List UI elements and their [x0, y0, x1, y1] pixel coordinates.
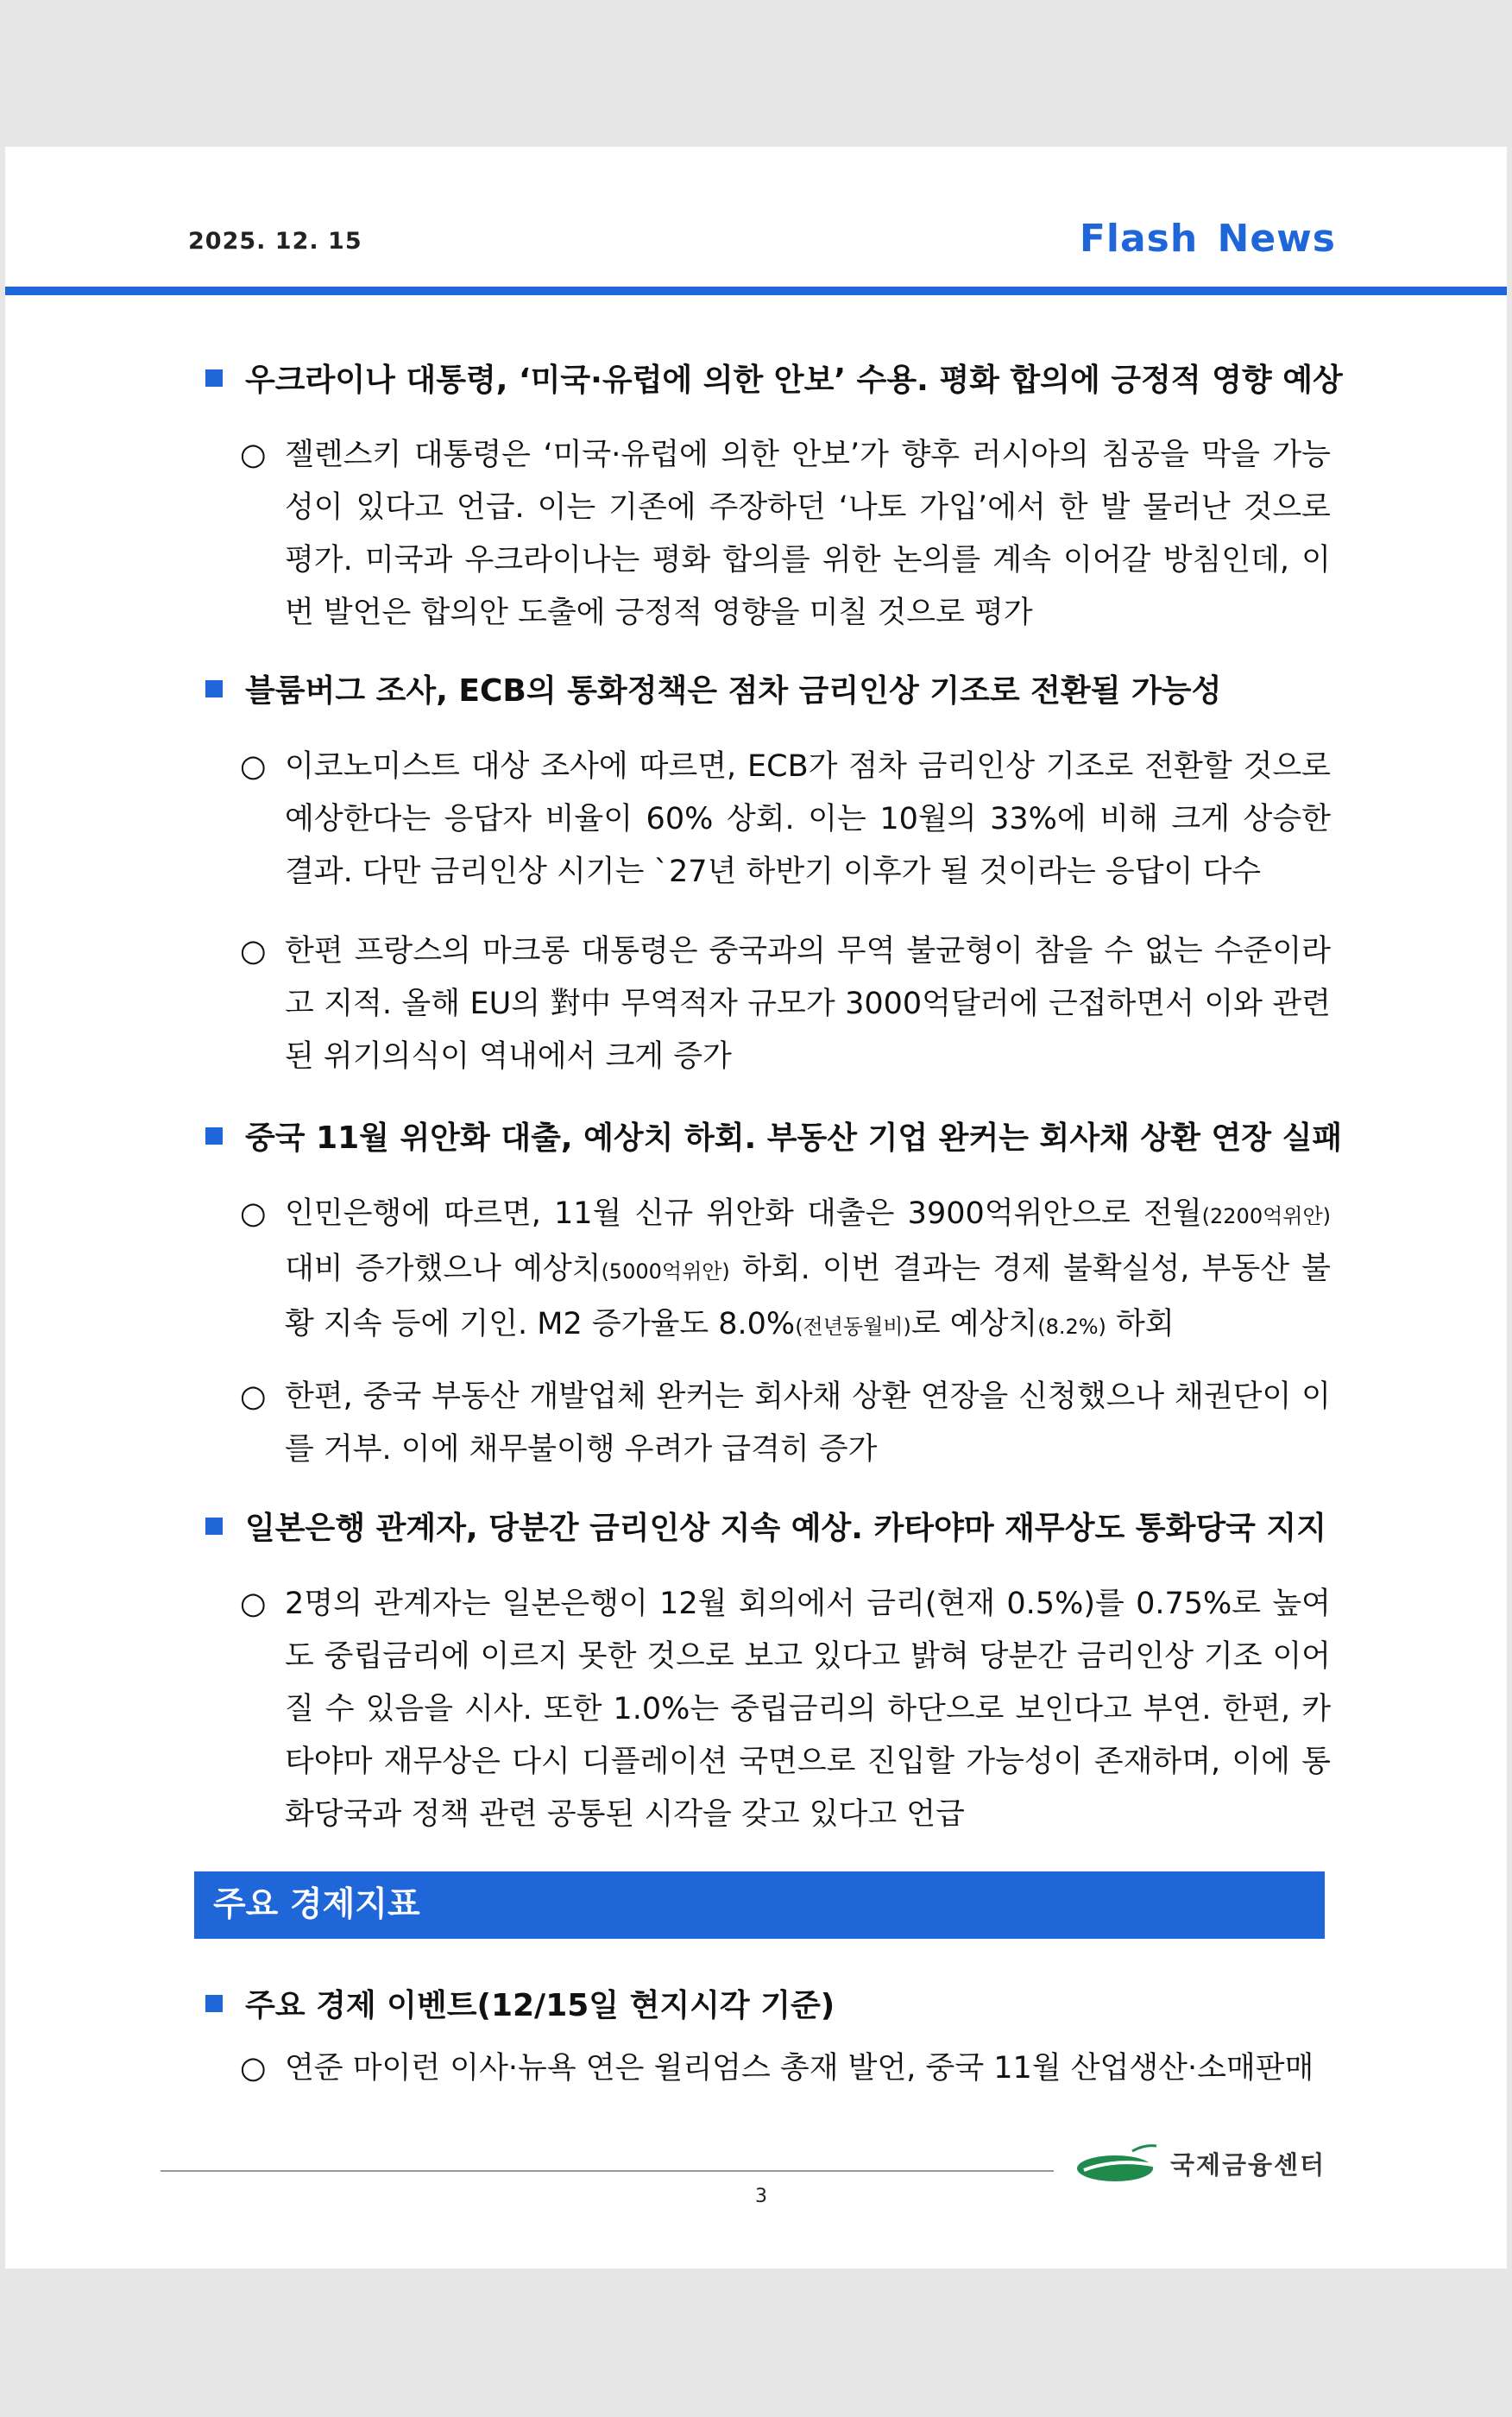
- section-heading-ecb: [205, 666, 1221, 710]
- org-logo: [1075, 2139, 1326, 2187]
- bullet-text: 2명의 관계자는 일본은행이 12월 회의에서 금리(현재 0.5%)를 0.75%로 높여도 중립금리에 이르지 못한 것으로 보고 있다고 밝혀 당분간 금리인상 기조 이어질 수 있음을 시사. 또한 1.0%는 중립금리의 하단으로 보인다고 부연. 한편, 카타야마 재무상은 다시 디플레이션 국면으로 진입할 가능성이 존재하며, 이에 통화당국과 정책 관련 공통된 시각을 갖고 있다고 언급: [285, 1587, 1331, 1832]
- bullet-item: [240, 925, 1331, 1083]
- bullet-text-part: 하회. 이번 결과는 경제 불확실성, 부동산 불황 지속 등에 기인. M2 증가율도 8.0%: [285, 1252, 1331, 1341]
- bullet-item: [240, 741, 1331, 899]
- page-number: 3: [755, 2186, 767, 2207]
- bullet-text-part: 인민은행에 따르면, 11월 신규 위안화 대출은 3900억위안으로 전월: [285, 1196, 1202, 1231]
- bullet-text-note: (8.2%): [1037, 1315, 1106, 1339]
- bullet-text: 연준 마이런 이사·뉴욕 연은 윌리엄스 총재 발언, 중국 11월 산업생산·소매판매: [285, 2051, 1314, 2086]
- kcif-logo-icon: [1075, 2139, 1162, 2187]
- square-bullet-icon: [205, 680, 223, 697]
- section-heading-china: [205, 1114, 1342, 1158]
- section-heading-text: 주요 경제 이벤트(12/15일 현지시각 기준): [245, 1988, 835, 2023]
- indicators-title-bar: 주요 경제지표: [194, 1871, 1325, 1939]
- section-heading-ukraine: [205, 356, 1343, 400]
- square-bullet-icon: [205, 1995, 223, 2012]
- bullet-text: 이코노미스트 대상 조사에 따르면, ECB가 점차 금리인상 기조로 전환할 것으로 예상한다는 응답자 비율이 60% 상회. 이는 10월의 33%에 비해 크게 상승한 결과. 다만 금리인상 시기는 `27년 하반기 이후가 될 것이라는 응답이 다수: [285, 749, 1331, 889]
- report-date: 2025. 12. 15: [188, 228, 362, 255]
- bullet-item: [240, 1578, 1331, 1841]
- bullet-text: 한편, 중국 부동산 개발업체 완커는 회사채 상환 연장을 신청했으나 채권단이 이를 거부. 이에 채무불이행 우려가 급격히 증가: [285, 1379, 1331, 1467]
- circle-bullet-icon: ○: [240, 438, 267, 472]
- circle-bullet-icon: ○: [240, 2051, 267, 2086]
- header-rule: [5, 287, 1507, 295]
- bullet-item: [240, 1371, 1331, 1476]
- circle-bullet-icon: ○: [240, 934, 267, 969]
- bullet-text: [285, 1188, 1331, 1354]
- section-heading-text: 중국 11월 위안화 대출, 예상치 하회. 부동산 기업 완커는 회사채 상환 연장 실패: [245, 1120, 1343, 1156]
- section-heading-japan: [205, 1504, 1326, 1548]
- section-heading-events: [205, 1981, 835, 2025]
- section-heading-text: 일본은행 관계자, 당분간 금리인상 지속 예상. 카타야마 재무상도 통화당국 지지: [245, 1511, 1326, 1546]
- bullet-text-note: (5000억위안): [601, 1259, 730, 1284]
- section-heading-text: 우크라이나 대통령, ‘미국·유럽에 의한 안보’ 수용. 평화 합의에 긍정적 영향 예상: [245, 363, 1343, 398]
- circle-bullet-icon: ○: [240, 1587, 267, 1621]
- circle-bullet-icon: ○: [240, 749, 267, 784]
- bullet-text-part: 로 예상치: [910, 1307, 1038, 1341]
- footer-rule: [161, 2170, 1054, 2172]
- square-bullet-icon: [205, 369, 223, 387]
- bullet-item: [240, 1188, 1331, 1354]
- bullet-text: 한편 프랑스의 마크롱 대통령은 중국과의 무역 불균형이 참을 수 없는 수준이라고 지적. 올해 EU의 對中 무역적자 규모가 3000억달러에 근접하면서 이와 관련된 위기의식이 역내에서 크게 증가: [285, 934, 1331, 1074]
- square-bullet-icon: [205, 1518, 223, 1535]
- bullet-item: [240, 2042, 1331, 2095]
- bullet-text-note: (2200억위안): [1201, 1204, 1331, 1228]
- org-name: 국제금융센터: [1170, 2149, 1326, 2180]
- bullet-text-part: 대비 증가했으나 예상치: [285, 1252, 602, 1286]
- bullet-text-part: 하회: [1106, 1307, 1175, 1341]
- circle-bullet-icon: ○: [240, 1196, 267, 1231]
- section-heading-text: 블룸버그 조사, ECB의 통화정책은 점차 금리인상 기조로 전환될 가능성: [245, 673, 1222, 709]
- bullet-text-note: (전년동월비): [795, 1315, 911, 1339]
- circle-bullet-icon: ○: [240, 1379, 267, 1414]
- square-bullet-icon: [205, 1127, 223, 1145]
- bullet-text: 젤렌스키 대통령은 ‘미국·유럽에 의한 안보’가 향후 러시아의 침공을 막을 가능성이 있다고 언급. 이는 기존에 주장하던 ‘나토 가입’에서 한 발 물러난 것으로 평가. 미국과 우크라이나는 평화 합의를 위한 논의를 계속 이어갈 방침인데, 이번 발언은 합의안 도출에 긍정적 영향을 미칠 것으로 평가: [285, 438, 1331, 630]
- flash-news-label: Flash News: [1079, 217, 1336, 261]
- bullet-item: [240, 429, 1331, 640]
